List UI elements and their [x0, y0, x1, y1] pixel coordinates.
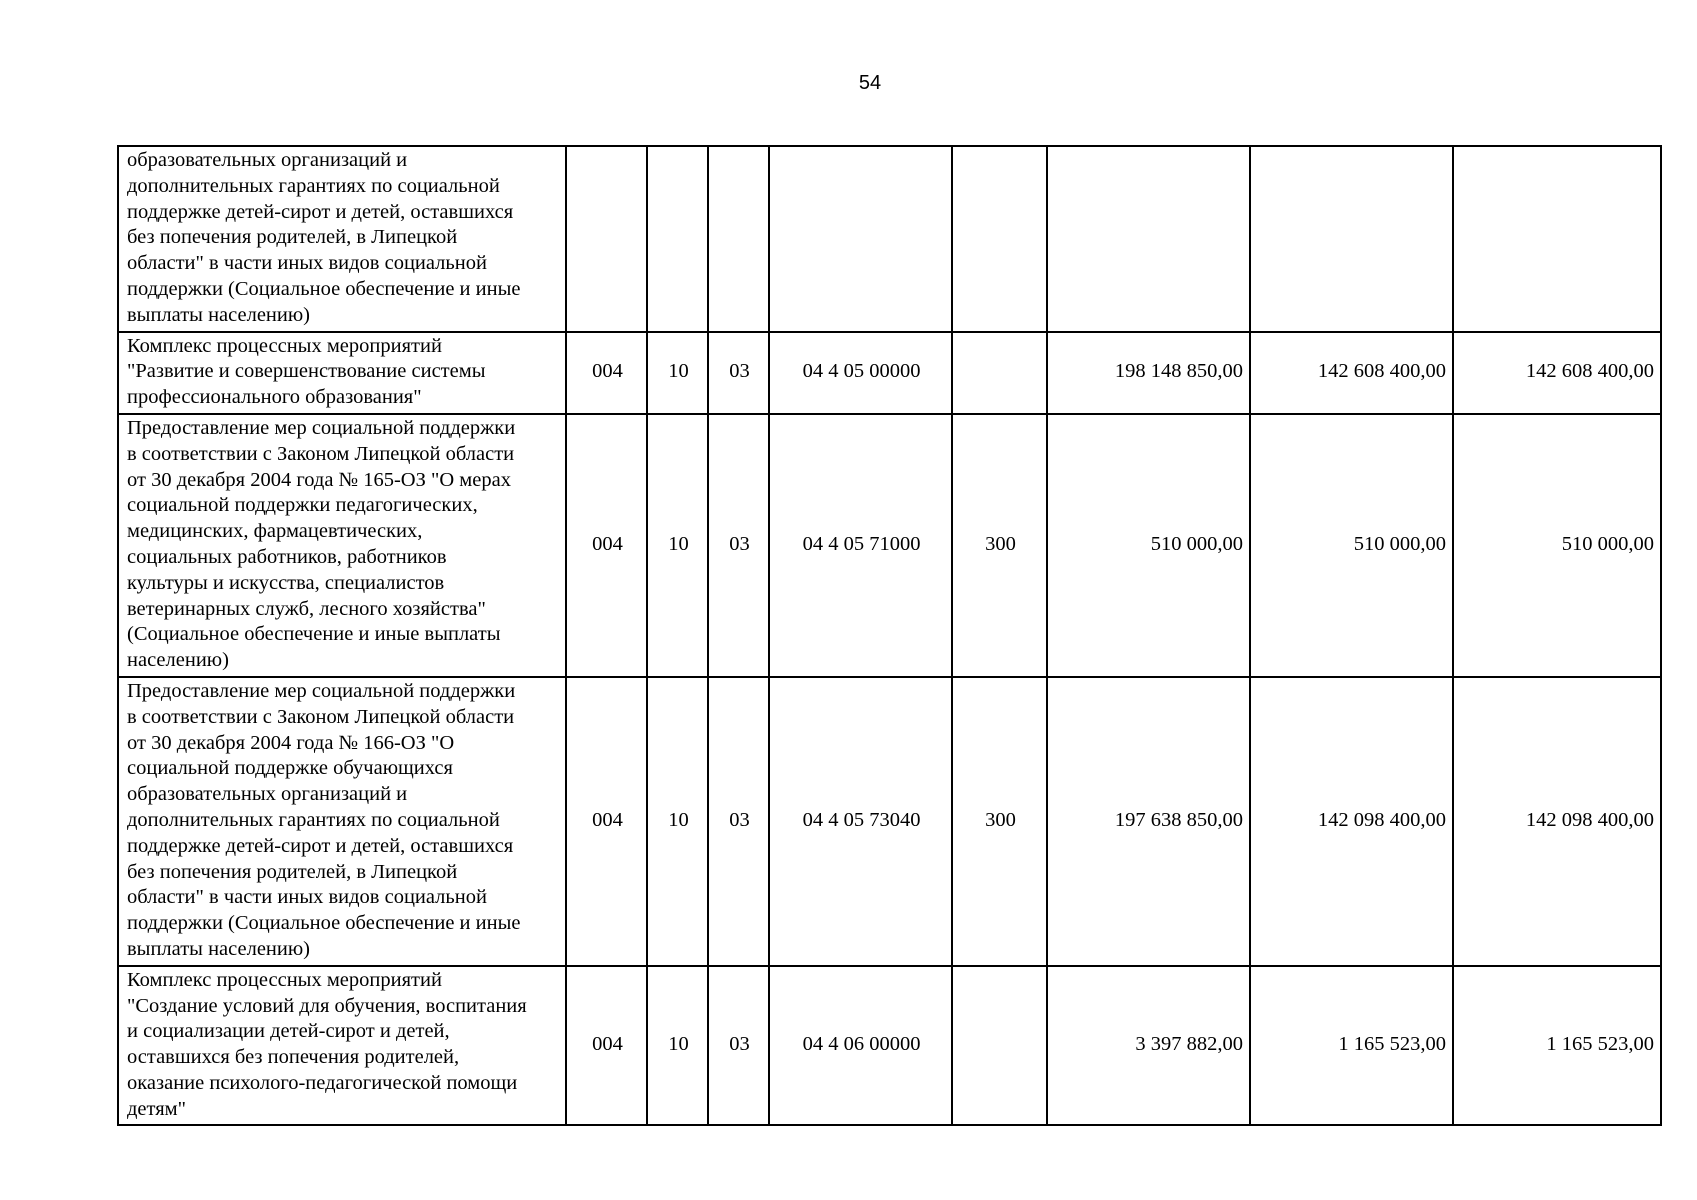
subsection-code: 03: [708, 677, 769, 966]
amount-year-3: 142 098 400,00: [1453, 677, 1661, 966]
ministry-code: 004: [566, 677, 647, 966]
amount-year-2: 1 165 523,00: [1250, 966, 1453, 1126]
target-article-code: 04 4 06 00000: [769, 966, 952, 1126]
section-code: [647, 146, 708, 332]
subsection-code: 03: [708, 332, 769, 414]
target-article-code: [769, 146, 952, 332]
section-code: 10: [647, 966, 708, 1126]
section-code: 10: [647, 332, 708, 414]
expense-type-code: [952, 332, 1047, 414]
ministry-code: [566, 146, 647, 332]
amount-year-3: [1453, 146, 1661, 332]
target-article-code: 04 4 05 71000: [769, 414, 952, 677]
table-row: [118, 414, 1661, 677]
ministry-code: 004: [566, 332, 647, 414]
budget-table: [117, 145, 1662, 1126]
row-description: Комплекс процессных мероприятий "Развитие и совершенствование системы профессионального образования": [118, 332, 566, 414]
row-description: образовательных организаций и дополнительных гарантиях по социальной поддержке детей-сирот и детей, оставшихся без попечения родителей, в Липецкой области" в части иных видов социальной поддержки (Социальное обеспечение и иные выплаты населению): [118, 146, 566, 332]
row-description: Комплекс процессных мероприятий "Создание условий для обучения, воспитания и социализации детей-сирот и детей, оставшихся без попечения родителей, оказание психолого-педагогической помощи детям": [118, 966, 566, 1126]
ministry-code: 004: [566, 966, 647, 1126]
table-row: [118, 677, 1661, 966]
amount-year-1: [1047, 146, 1250, 332]
row-description: Предоставление мер социальной поддержки в соответствии с Законом Липецкой области от 30 декабря 2004 года № 166-ОЗ "О социальной поддержке обучающихся образовательных организаций и дополнительных гарантиях по социальной поддержке детей-сирот и детей, оставшихся без попечения родителей, в Липецкой области" в части иных видов социальной поддержки (Социальное обеспечение и иные выплаты населению): [118, 677, 566, 966]
subsection-code: [708, 146, 769, 332]
amount-year-2: 142 098 400,00: [1250, 677, 1453, 966]
table-row: [118, 332, 1661, 414]
amount-year-3: 1 165 523,00: [1453, 966, 1661, 1126]
expense-type-code: 300: [952, 414, 1047, 677]
amount-year-3: 142 608 400,00: [1453, 332, 1661, 414]
amount-year-2: 510 000,00: [1250, 414, 1453, 677]
amount-year-1: 198 148 850,00: [1047, 332, 1250, 414]
target-article-code: 04 4 05 73040: [769, 677, 952, 966]
amount-year-2: [1250, 146, 1453, 332]
section-code: 10: [647, 414, 708, 677]
amount-year-1: 3 397 882,00: [1047, 966, 1250, 1126]
page-number: 54: [858, 72, 882, 94]
row-description: Предоставление мер социальной поддержки в соответствии с Законом Липецкой области от 30 декабря 2004 года № 165-ОЗ "О мерах социальной поддержки педагогических, медицинских, фармацевтических, социальных работников, работников культуры и искусства, специалистов ветеринарных служб, лесного хозяйства" (Социальное обеспечение и иные выплаты населению): [118, 414, 566, 677]
table-body: [118, 146, 1661, 1125]
amount-year-3: 510 000,00: [1453, 414, 1661, 677]
target-article-code: 04 4 05 00000: [769, 332, 952, 414]
amount-year-2: 142 608 400,00: [1250, 332, 1453, 414]
amount-year-1: 197 638 850,00: [1047, 677, 1250, 966]
table-row: [118, 966, 1661, 1126]
subsection-code: 03: [708, 414, 769, 677]
amount-year-1: 510 000,00: [1047, 414, 1250, 677]
section-code: 10: [647, 677, 708, 966]
table-row: [118, 146, 1661, 332]
expense-type-code: 300: [952, 677, 1047, 966]
subsection-code: 03: [708, 966, 769, 1126]
expense-type-code: [952, 146, 1047, 332]
expense-type-code: [952, 966, 1047, 1126]
ministry-code: 004: [566, 414, 647, 677]
